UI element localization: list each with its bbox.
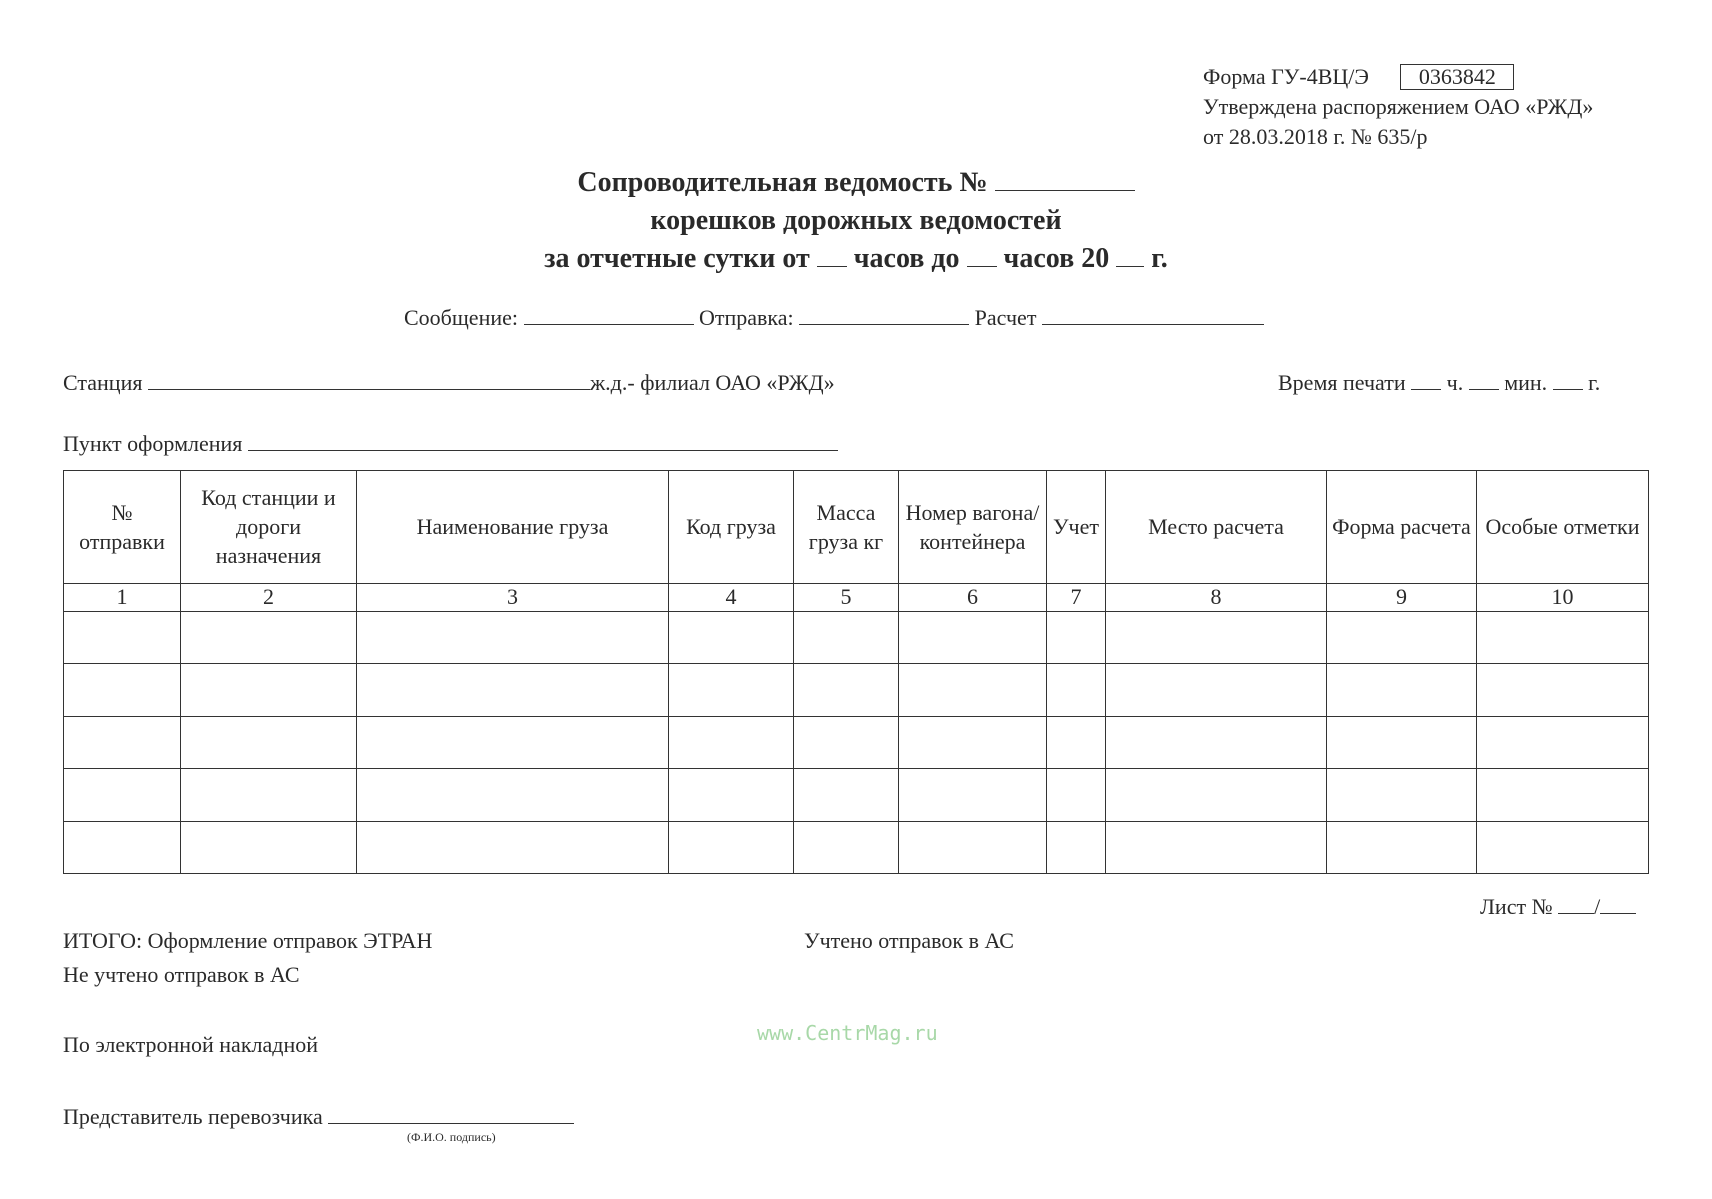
title-line-3-c: часов 20: [1003, 243, 1110, 274]
table-cell[interactable]: [64, 769, 181, 821]
point-label: Пункт оформления: [63, 431, 243, 456]
main-table: [63, 470, 1649, 874]
table-cell[interactable]: [64, 664, 181, 716]
statement-number-blank: [995, 170, 1135, 191]
station-line: [63, 369, 835, 396]
totals-etran: ИТОГО: Оформление отправок ЭТРАН: [63, 928, 433, 953]
table-cell[interactable]: [1106, 664, 1327, 716]
table-cell[interactable]: [669, 612, 794, 664]
col-number: 4: [669, 583, 794, 611]
settlement-blank: [1042, 304, 1264, 325]
settlement-label: Расчет: [974, 305, 1037, 330]
watermark: www.CentrMag.ru: [757, 1021, 938, 1045]
sheet-label: Лист №: [1480, 894, 1553, 919]
table-cell[interactable]: [1047, 769, 1106, 821]
not-counted-in-as: Не учтено отправок в АС: [63, 962, 300, 987]
title-line-2: корешков дорожных ведомостей: [650, 205, 1062, 236]
table-cell[interactable]: [181, 821, 357, 873]
table-cell[interactable]: [357, 769, 669, 821]
point-blank: [248, 430, 838, 451]
table-cell[interactable]: [1477, 821, 1649, 873]
form-label: Форма ГУ-4ВЦ/Э: [1203, 64, 1369, 89]
sheet-total-blank: [1600, 893, 1636, 914]
col-number: 6: [899, 583, 1047, 611]
col-number: 1: [64, 583, 181, 611]
table-cell[interactable]: [669, 664, 794, 716]
print-minutes-label: мин.: [1504, 370, 1548, 395]
table-row: [64, 821, 1649, 873]
table-cell[interactable]: [899, 769, 1047, 821]
table-cell[interactable]: [794, 612, 899, 664]
params-line: [404, 304, 1264, 331]
col-number: 3: [357, 583, 669, 611]
table-row: [64, 612, 1649, 664]
station-blank: [148, 369, 590, 390]
table-cell[interactable]: [794, 716, 899, 768]
table-cell[interactable]: [899, 664, 1047, 716]
table-cell[interactable]: [1477, 664, 1649, 716]
approved-text: Утверждена распоряжением ОАО «РЖД»: [1203, 94, 1594, 119]
col-header: Код станции и дороги назначения: [181, 471, 357, 584]
column-number-row: [64, 583, 1649, 611]
table-cell[interactable]: [357, 612, 669, 664]
table-cell[interactable]: [1327, 821, 1477, 873]
table-cell[interactable]: [669, 821, 794, 873]
station-label: Станция: [63, 370, 143, 395]
table-cell[interactable]: [1106, 769, 1327, 821]
table-cell[interactable]: [1106, 716, 1327, 768]
form-label-line: [1203, 62, 1593, 92]
sheet-number-line: Лист № /: [1480, 893, 1636, 920]
table-cell[interactable]: [794, 664, 899, 716]
to-hours-blank: [967, 246, 997, 267]
print-time-label: Время печати: [1278, 370, 1406, 395]
table-cell[interactable]: [899, 821, 1047, 873]
table-cell[interactable]: [1047, 716, 1106, 768]
representative-line: [63, 1103, 574, 1130]
col-header: № отправки: [64, 471, 181, 584]
table-cell[interactable]: [1047, 821, 1106, 873]
col-header: Особые отметки: [1477, 471, 1649, 584]
signature-hint: (Ф.И.О. подпись): [407, 1130, 496, 1144]
col-header: Место расчета: [1106, 471, 1327, 584]
branch-label: ж.д.- филиал ОАО «РЖД»: [589, 370, 835, 395]
from-hours-blank: [817, 246, 847, 267]
message-blank: [524, 304, 694, 325]
table-cell[interactable]: [1327, 612, 1477, 664]
table-row: [64, 664, 1649, 716]
print-year-label: г.: [1588, 370, 1601, 395]
dispatch-blank: [799, 304, 969, 325]
print-hours-blank: [1411, 369, 1441, 390]
table-cell[interactable]: [64, 821, 181, 873]
form-number: 0363842: [1400, 64, 1514, 90]
table-cell[interactable]: [1327, 716, 1477, 768]
table-cell[interactable]: [1327, 664, 1477, 716]
table-cell[interactable]: [794, 769, 899, 821]
header-row: [64, 471, 1649, 584]
table-cell[interactable]: [669, 716, 794, 768]
table-cell[interactable]: [1477, 769, 1649, 821]
print-time-line: [1278, 369, 1600, 396]
col-header: Код груза: [669, 471, 794, 584]
table-cell[interactable]: [357, 716, 669, 768]
col-number: 8: [1106, 583, 1327, 611]
col-header: Масса груза кг: [794, 471, 899, 584]
table-cell[interactable]: [181, 769, 357, 821]
table-cell[interactable]: [669, 769, 794, 821]
approved-date: от 28.03.2018 г. № 635/р: [1203, 124, 1428, 149]
table-cell[interactable]: [899, 612, 1047, 664]
table-cell[interactable]: [357, 821, 669, 873]
sheet-number-blank: [1558, 893, 1594, 914]
point-line: [63, 430, 838, 457]
table-cell[interactable]: [1047, 612, 1106, 664]
print-hours-label: ч.: [1446, 370, 1464, 395]
document-title: [0, 164, 1712, 278]
col-number: 9: [1327, 583, 1477, 611]
table-cell[interactable]: [1327, 769, 1477, 821]
table-cell[interactable]: [794, 821, 899, 873]
table-cell[interactable]: [1106, 821, 1327, 873]
col-header: Наименование груза: [357, 471, 669, 584]
table-cell[interactable]: [1477, 716, 1649, 768]
representative-label: Представитель перевозчика: [63, 1104, 323, 1129]
table-cell[interactable]: [899, 716, 1047, 768]
col-number: 5: [794, 583, 899, 611]
electronic-waybill: По электронной накладной: [63, 1032, 318, 1057]
col-header: Форма расчета: [1327, 471, 1477, 584]
table-row: [64, 716, 1649, 768]
title-line-3-b: часов до: [853, 243, 960, 274]
table-cell[interactable]: [1047, 664, 1106, 716]
table-cell[interactable]: [181, 612, 357, 664]
title-line-1-text: Сопроводительная ведомость №: [577, 167, 988, 198]
message-label: Сообщение:: [404, 305, 518, 330]
col-header: Учет: [1047, 471, 1106, 584]
col-number: 10: [1477, 583, 1649, 611]
print-minutes-blank: [1469, 369, 1499, 390]
counted-in-as: Учтено отправок в АС: [804, 928, 1014, 953]
representative-signature-blank[interactable]: [328, 1103, 574, 1124]
title-line-3-a: за отчетные сутки от: [544, 243, 810, 274]
table-cell[interactable]: [181, 716, 357, 768]
col-number: 7: [1047, 583, 1106, 611]
col-header: Номер вагона/ контейнера: [899, 471, 1047, 584]
form-header: [1203, 62, 1593, 152]
dispatch-label: Отправка:: [699, 305, 794, 330]
table-row: [64, 769, 1649, 821]
table-cell[interactable]: [357, 664, 669, 716]
table-cell[interactable]: [64, 612, 181, 664]
table-cell[interactable]: [64, 716, 181, 768]
col-number: 2: [181, 583, 357, 611]
title-line-3: [0, 240, 1712, 278]
year-blank: [1116, 246, 1144, 267]
table-cell[interactable]: [181, 664, 357, 716]
table-cell[interactable]: [1477, 612, 1649, 664]
table-cell[interactable]: [1106, 612, 1327, 664]
title-line-1: [0, 164, 1712, 202]
title-line-3-d: г.: [1151, 243, 1168, 274]
print-year-blank: [1553, 369, 1583, 390]
